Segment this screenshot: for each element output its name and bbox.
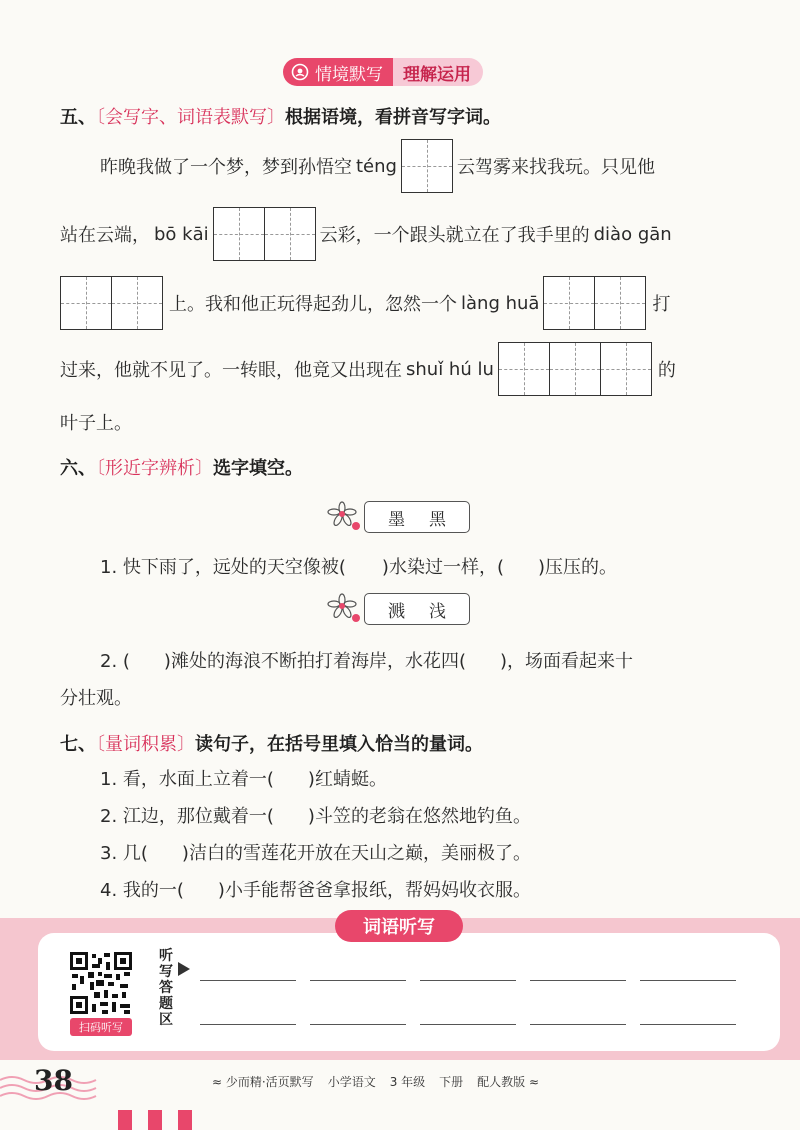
answer-grid[interactable]: [543, 276, 646, 330]
passage-text: 的: [657, 360, 676, 381]
question-6-1: [100, 553, 617, 579]
question-6-2-continued: 分壮观。: [60, 688, 132, 709]
pinyin: diào gān: [593, 223, 672, 245]
word-choice-box: [364, 501, 470, 533]
answer-line[interactable]: [420, 980, 516, 981]
edge-marker: [178, 1110, 192, 1130]
question-text: )水染过一样，(: [381, 557, 504, 578]
answer-line[interactable]: [530, 980, 626, 981]
footer-volume: 下册: [439, 1075, 464, 1089]
question-text: )小手能帮爸爸拿报纸，帮妈妈收衣服。: [217, 880, 531, 901]
section-5-title: [60, 103, 501, 129]
flower-icon: [326, 500, 364, 534]
question-text: 2. (: [100, 651, 130, 672]
question-text: )，场面看起来十: [499, 651, 633, 672]
triangle-right-icon: [178, 962, 190, 976]
footer-edition: 配人教版 ≈: [477, 1075, 540, 1089]
question-text: )斗笠的老翁在悠然地钓鱼。: [307, 806, 531, 827]
passage-text: 站在云端，: [60, 225, 150, 246]
pinyin: shuǐ hú lu: [406, 358, 494, 380]
label-char: 区: [159, 1012, 173, 1028]
question-text: )红蜻蜓。: [307, 769, 387, 790]
banner-left: [283, 58, 393, 86]
dictation-title: 词语听写: [335, 910, 463, 942]
section-7-title: [60, 730, 483, 756]
question-7-3: [100, 839, 531, 865]
section-tag: 〔会写字、词语表默写〕: [96, 107, 285, 128]
answer-line[interactable]: [640, 980, 736, 981]
section-instruction: 根据语境，看拼音写字词。: [285, 107, 501, 128]
word-choice-card-1: [326, 500, 470, 534]
section-tag: 〔形近字辨析〕: [96, 458, 213, 479]
pinyin: làng huā: [461, 292, 540, 314]
section-6-title: [60, 454, 303, 480]
answer-grid[interactable]: [498, 342, 652, 396]
pinyin: téng: [356, 155, 397, 177]
passage-line-5: 叶子上。: [60, 413, 132, 434]
word-option: 浅: [429, 601, 446, 622]
label-char: 写: [159, 964, 173, 980]
footer-book: ≈ 少而精·活页默写: [212, 1075, 314, 1089]
section-number: 五、: [60, 107, 96, 128]
word-choice-box: [364, 593, 470, 625]
qr-code-icon[interactable]: [68, 950, 134, 1016]
section-banner: [283, 58, 483, 86]
question-text: )洁白的雪莲花开放在天山之巅，美丽极了。: [181, 843, 531, 864]
question-text: 1. 看，水面上立着一(: [100, 769, 274, 790]
passage-line-3: [60, 275, 670, 331]
answer-line[interactable]: [420, 1024, 516, 1025]
dictation-answer-area: [38, 933, 780, 1051]
word-choice-card-2: [326, 592, 470, 626]
answer-line[interactable]: [200, 980, 296, 981]
banner-left-label: 情境默写: [315, 64, 383, 85]
passage-line-4: [60, 341, 676, 397]
section-tag: 〔量词积累〕: [96, 734, 195, 755]
page-number: 38: [34, 1064, 73, 1097]
question-7-2: [100, 802, 531, 828]
word-option: 溅: [388, 601, 405, 622]
answer-line[interactable]: [200, 1024, 296, 1025]
pinyin: bō kāi: [154, 223, 209, 245]
passage-text: 上。我和他正玩得起劲儿，忽然一个: [169, 294, 457, 315]
question-7-1: [100, 765, 387, 791]
answer-area-label: [159, 948, 175, 1028]
question-text: )压压的。: [537, 557, 617, 578]
passage-text: 云彩，一个跟头就立在了我手里的: [319, 225, 590, 246]
answer-line[interactable]: [640, 1024, 736, 1025]
footer-subject: 小学语文: [327, 1075, 376, 1089]
passage-text: 云驾雾来找我玩。只见他: [456, 157, 655, 178]
passage-text: 昨晚我做了一个梦，梦到孙悟空: [100, 157, 352, 178]
footer-grade: 3 年级: [389, 1075, 426, 1089]
passage-line-1: [100, 138, 655, 194]
qr-caption: 扫码听写: [70, 1018, 132, 1036]
word-option: 墨: [388, 509, 405, 530]
footer-info: [212, 1073, 539, 1090]
word-option: 黑: [429, 509, 446, 530]
question-text: 4. 我的一(: [100, 880, 184, 901]
section-number: 七、: [60, 734, 96, 755]
section-instruction: 选字填空。: [213, 458, 303, 479]
question-7-4: [100, 876, 531, 902]
passage-text: 打: [652, 294, 671, 315]
flower-icon: [326, 592, 364, 626]
question-text: )滩处的海浪不断拍打着海岸，水花四(: [163, 651, 466, 672]
answer-grid[interactable]: [60, 276, 163, 330]
passage-line-2: [60, 206, 672, 262]
label-char: 答: [159, 980, 173, 996]
question-text: 1. 快下雨了，远处的天空像被(: [100, 557, 346, 578]
edge-marker: [118, 1110, 132, 1130]
label-char: 题: [159, 996, 173, 1012]
edge-marker: [148, 1110, 162, 1130]
answer-grid[interactable]: [213, 207, 316, 261]
banner-right-label: 理解运用: [393, 58, 483, 86]
section-number: 六、: [60, 458, 96, 479]
passage-text: 过来，他就不见了。一转眼，他竟又出现在: [60, 360, 402, 381]
section-instruction: 读句子，在括号里填入恰当的量词。: [195, 734, 483, 755]
label-char: 听: [159, 948, 173, 964]
answer-grid[interactable]: [401, 139, 453, 193]
question-text: 2. 江边，那位戴着一(: [100, 806, 274, 827]
answer-line[interactable]: [530, 1024, 626, 1025]
answer-line[interactable]: [310, 980, 406, 981]
flower-icon: [291, 63, 309, 81]
question-text: 3. 几(: [100, 843, 148, 864]
answer-line[interactable]: [310, 1024, 406, 1025]
question-6-2: [100, 647, 633, 673]
